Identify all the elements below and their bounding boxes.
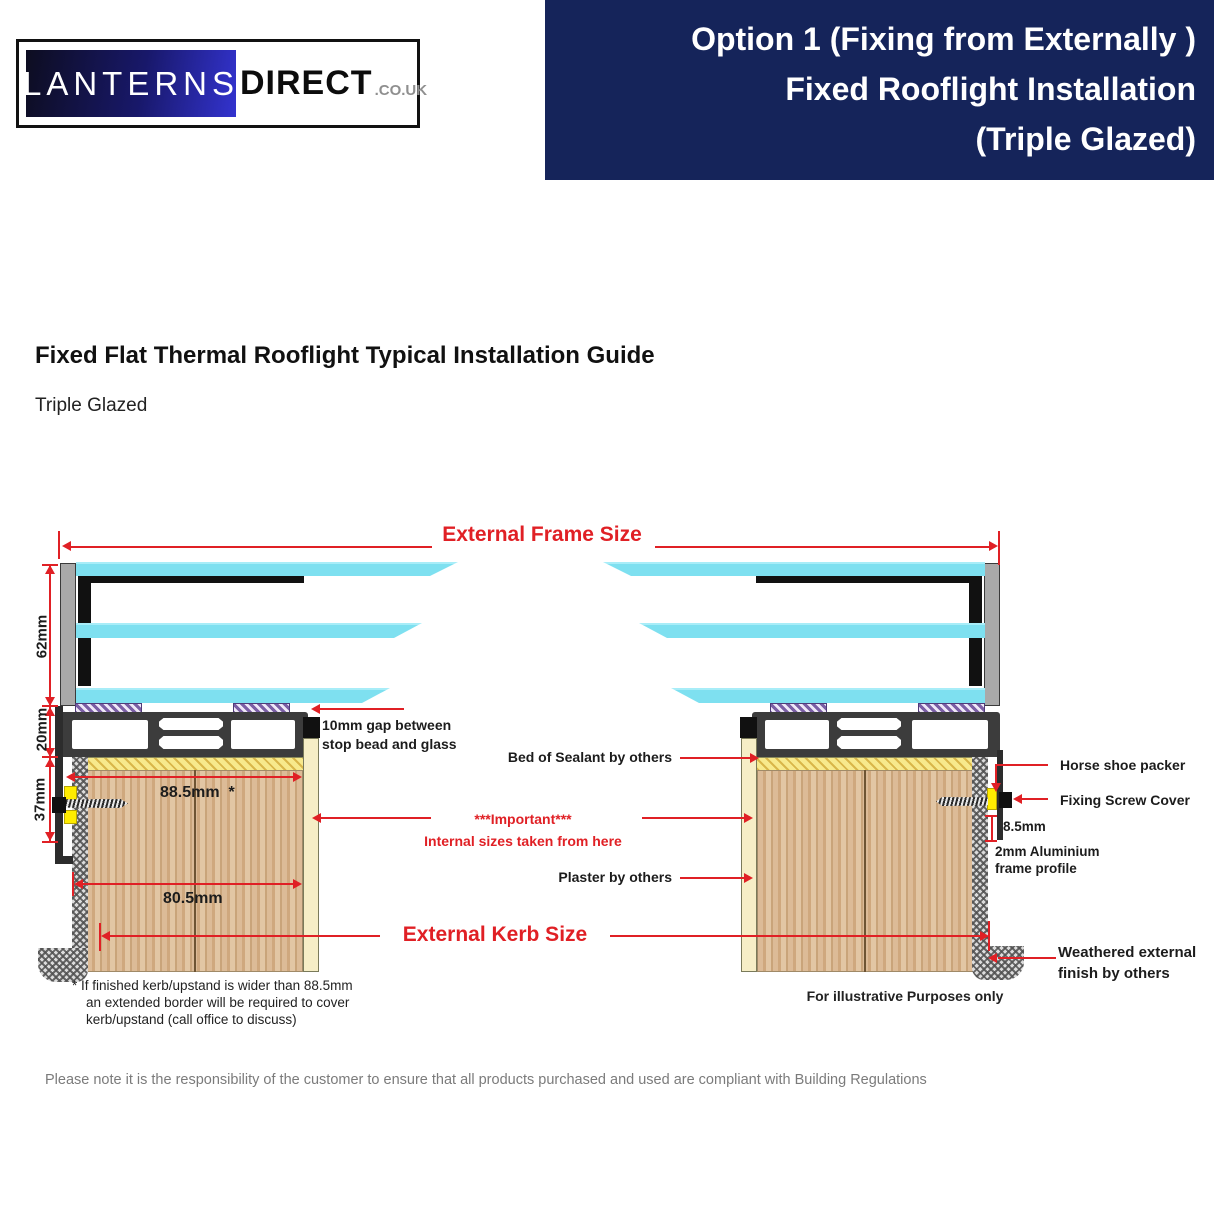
left-profile-chamber-outer [72, 720, 148, 749]
dim-label-20mm: 20mm [33, 707, 51, 752]
right-glass-pane-middle [639, 623, 985, 638]
left-fixing-screw-head [52, 797, 66, 813]
right-profile-chamber-outer [912, 720, 988, 749]
banner-line-2: Fixed Rooflight Installation [785, 71, 1196, 107]
dim-line-88-5 [75, 776, 293, 778]
fixing-screw-cover-label: Fixing Screw Cover [1060, 792, 1190, 808]
dim-arrowhead [293, 879, 302, 889]
weathered-finish-line-2: finish by others [1058, 965, 1170, 982]
banner-line-1: Option 1 (Fixing from Externally ) [691, 21, 1196, 57]
kerb-footnote-line-2: an extended border will be required to cover [86, 995, 350, 1010]
right-glass-pane-bottom [671, 688, 985, 703]
gap-note-arrowhead [311, 704, 320, 714]
weathered-finish-line [998, 957, 1056, 959]
illustrative-note: For illustrative Purposes only [806, 988, 1004, 1004]
dim-label-37mm: 37mm [31, 777, 49, 822]
left-frame-outer-wall [60, 563, 76, 706]
right-weathered-finish-strip [972, 757, 988, 952]
logo-gradient-panel [22, 50, 240, 117]
dim-tick [985, 840, 997, 842]
kerb-size-arrowhead-left [101, 931, 110, 941]
bed-of-sealant-line [680, 757, 750, 759]
lanterns-direct-logo [16, 39, 428, 128]
right-fixing-screw-thread [936, 797, 988, 806]
frame-size-line-right [655, 546, 989, 548]
dim-line-80-5 [83, 883, 293, 885]
weathered-finish-label [1058, 942, 1196, 984]
weathered-finish-arrowhead [988, 953, 997, 963]
dim-line-37mm [49, 757, 51, 842]
right-kerb-joint-line [864, 770, 866, 972]
important-line-right [642, 817, 744, 819]
logo-domain-suffix: .CO.UK [374, 82, 428, 99]
frame-size-line-left [71, 546, 432, 548]
horse-shoe-packer-arrowhead [991, 783, 1001, 792]
horse-shoe-packer-drop [995, 764, 997, 784]
dim-arrowhead [66, 772, 75, 782]
external-frame-size-label: External Frame Size [442, 523, 642, 546]
right-stop-bead-block [740, 717, 757, 738]
kerb-footnote [72, 977, 353, 1028]
kerb-footnote-line-3: kerb/upstand (call office to discuss) [86, 1012, 297, 1027]
alu-profile-line-2: frame profile [995, 861, 1077, 876]
dim-arrowhead [74, 879, 83, 889]
left-thermal-break-bottom [159, 736, 223, 749]
dim-arrowhead [45, 758, 55, 767]
left-glass-pane-middle [76, 623, 422, 638]
left-fixing-screw-thread [66, 799, 128, 808]
kerb-size-line-left [110, 935, 380, 937]
dim-label-8-5: 8.5mm [1003, 819, 1046, 834]
frame-size-tick-left [58, 531, 60, 559]
alu-profile-label [995, 843, 1100, 877]
dim-label-80-5: 80.5mm [163, 890, 223, 907]
logo-lanterns-text: LANTERNS [22, 64, 240, 102]
frame-size-tick-right [998, 531, 1000, 565]
frame-size-arrowhead-right [989, 541, 998, 551]
horse-shoe-packer-label: Horse shoe packer [1060, 757, 1186, 773]
dim-arrowhead [293, 772, 302, 782]
left-stop-bead-block [303, 717, 320, 738]
plaster-label: Plaster by others [558, 869, 672, 885]
left-profile-chamber-inner [231, 720, 295, 749]
kerb-size-line-right [610, 935, 980, 937]
left-thermal-break-top [159, 718, 223, 730]
dim-tick [42, 841, 58, 843]
bed-of-sealant-label: Bed of Sealant by others [507, 749, 672, 765]
horse-shoe-packer-line [996, 764, 1048, 766]
gap-note-line-2: stop bead and glass [322, 736, 457, 752]
plaster-line [680, 877, 744, 879]
kerb-footnote-line-1: * If finished kerb/upstand is wider than 88.5mm [72, 978, 353, 993]
important-arrowhead-right [744, 813, 753, 823]
important-arrowhead-left [312, 813, 321, 823]
right-weathered-finish-elbow [972, 946, 1024, 980]
left-frame-skirt-foot [55, 856, 73, 864]
logo-direct-text: DIRECT [240, 64, 373, 102]
fixing-screw-cover-line [1022, 798, 1048, 800]
gap-note-line-1: 10mm gap between [322, 717, 452, 733]
gap-note-label [322, 716, 457, 754]
important-title: ***Important*** [474, 811, 572, 827]
external-kerb-size-label: External Kerb Size [402, 923, 588, 946]
right-profile-chamber-inner [765, 720, 829, 749]
right-frame-outer-wall [984, 563, 1000, 706]
kerb-size-tick-right [988, 921, 990, 951]
weathered-finish-line-1: Weathered external [1058, 944, 1197, 961]
dim-label-88-5: 88.5mm * [160, 784, 235, 801]
dim-arrowhead [45, 832, 55, 841]
banner-line-3: (Triple Glazed) [975, 121, 1196, 157]
dim-arrowhead [45, 565, 55, 574]
left-glazing-spacer-bar [78, 576, 304, 583]
left-sealant-bed [86, 757, 303, 770]
important-body: Internal sizes taken from here [424, 833, 622, 849]
dim-line-8-5 [991, 816, 993, 842]
right-thermal-break-top [837, 718, 901, 730]
frame-size-arrowhead-left [62, 541, 71, 551]
right-glazing-spacer-bar [756, 576, 982, 583]
right-glass-pane-top [603, 562, 985, 576]
right-sealant-bed [757, 757, 974, 770]
dim-label-62mm: 62mm [33, 614, 51, 659]
right-fixing-screw-cover-block [999, 792, 1012, 808]
gap-note-line [320, 708, 404, 710]
right-thermal-break-bottom [837, 736, 901, 749]
option-banner [545, 0, 1214, 180]
page-subtitle: Triple Glazed [35, 395, 148, 416]
fixing-screw-cover-arrowhead [1013, 794, 1022, 804]
important-line-left [321, 817, 431, 819]
plaster-arrowhead [744, 873, 753, 883]
alu-profile-line-1: 2mm Aluminium [995, 844, 1100, 859]
building-regulations-note: Please note it is the responsibility of the customer to ensure that all products purchased and used are compliant with Building Regulations [45, 1072, 927, 1088]
left-glass-pane-top [76, 562, 458, 576]
bed-of-sealant-arrowhead [750, 753, 759, 763]
page-title: Fixed Flat Thermal Rooflight Typical Installation Guide [35, 342, 655, 369]
left-glass-pane-bottom [76, 688, 390, 703]
